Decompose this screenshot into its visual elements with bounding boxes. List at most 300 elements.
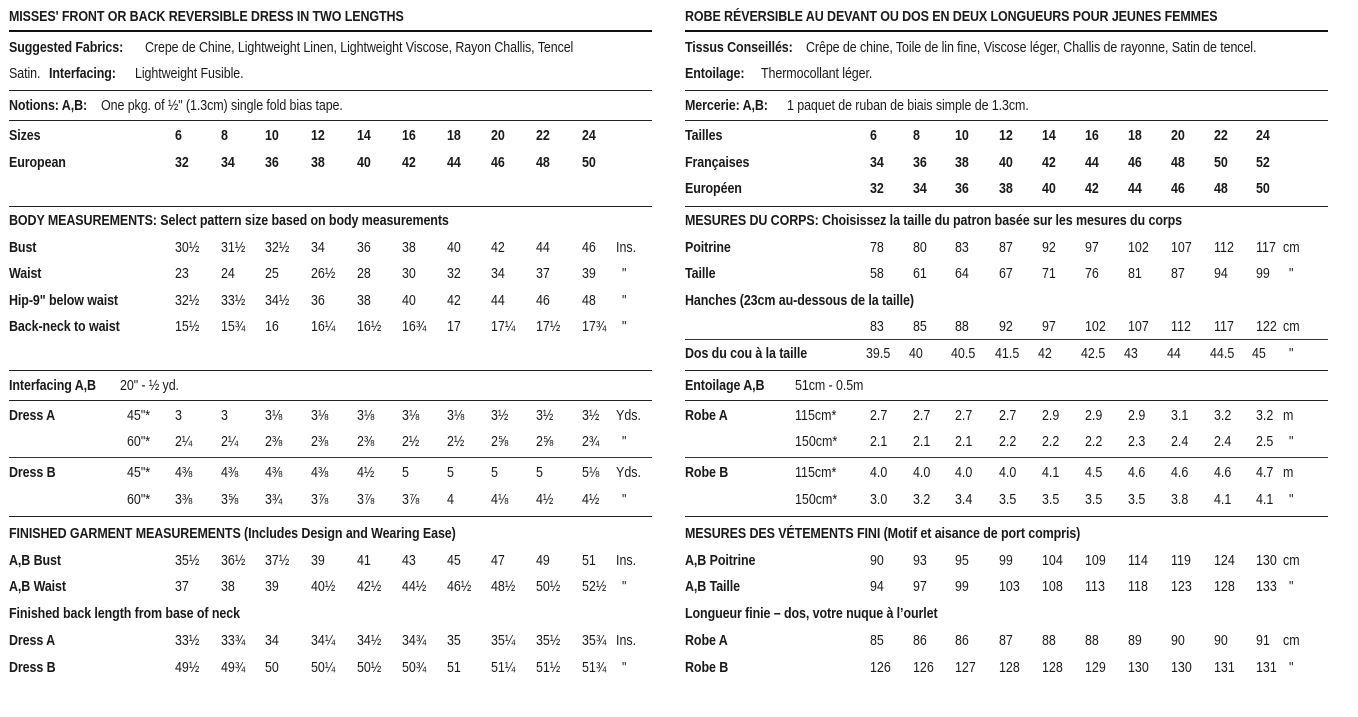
length-value: 35½ xyxy=(536,633,561,649)
size-value: 42 xyxy=(1042,155,1056,171)
unit: " xyxy=(622,293,627,309)
length-value: 33½ xyxy=(175,633,200,649)
body-value: 107 xyxy=(1171,240,1192,256)
body-value: 92 xyxy=(1042,240,1056,256)
finished-value: 43 xyxy=(402,553,416,569)
length-value: 128 xyxy=(1042,660,1063,676)
yardage-value: 4.7 xyxy=(1256,465,1274,481)
body-value: 16 xyxy=(265,319,279,335)
length-value: 34½ xyxy=(357,633,382,649)
length-row-label: Robe A xyxy=(685,633,728,649)
length-value: 85 xyxy=(870,633,884,649)
size-value: 48 xyxy=(1171,155,1185,171)
interfacing-row-value: 20" - ½ yd. xyxy=(120,378,179,394)
divider xyxy=(685,90,1328,91)
size-value: 6 xyxy=(870,128,877,144)
body-value: 44 xyxy=(536,240,550,256)
body-value: 36 xyxy=(357,240,371,256)
size-value: 24 xyxy=(1256,128,1270,144)
finished-value: 97 xyxy=(913,579,927,595)
yardage-value: 2¼ xyxy=(221,434,239,450)
yardage-value: 3.8 xyxy=(1171,492,1189,508)
body-measurements-heading: MESURES DU CORPS: Choisissez la taille du patron basée sur les mesures du corps xyxy=(685,213,1183,229)
length-value: 34¾ xyxy=(402,633,427,649)
length-value: 35 xyxy=(447,633,461,649)
size-value: 38 xyxy=(311,155,325,171)
finished-value: 45 xyxy=(447,553,461,569)
finished-value: 47 xyxy=(491,553,505,569)
yardage-value: 2½ xyxy=(447,434,465,450)
dress-row-label: Robe A xyxy=(685,408,728,424)
finished-value: 123 xyxy=(1171,579,1192,595)
size-value: 20 xyxy=(491,128,505,144)
yardage-value: 2.2 xyxy=(1085,434,1103,450)
size-value: 18 xyxy=(447,128,461,144)
finished-value: 133 xyxy=(1256,579,1277,595)
body-measurements-heading: BODY MEASUREMENTS: Select pattern size based on body measurements xyxy=(9,213,449,229)
yardage-value: 4½ xyxy=(357,465,375,481)
body-row-label: Bust xyxy=(9,240,37,256)
notions-label: Mercerie: A,B: xyxy=(685,98,768,114)
length-value: 90 xyxy=(1214,633,1228,649)
yardage-value: 2.9 xyxy=(1042,408,1060,424)
yardage-value: 2½ xyxy=(402,434,420,450)
divider xyxy=(9,90,652,91)
unit: " xyxy=(622,492,627,508)
finished-value: 46½ xyxy=(447,579,472,595)
back-length-heading: Finished back length from base of neck xyxy=(9,606,240,622)
size-value: 10 xyxy=(955,128,969,144)
size-value: 6 xyxy=(175,128,182,144)
hips-value: 97 xyxy=(1042,319,1056,335)
back-neck-value: 44 xyxy=(1167,346,1181,362)
finished-value: 113 xyxy=(1085,579,1105,595)
body-value: 40 xyxy=(402,293,416,309)
hips-value: 102 xyxy=(1085,319,1106,335)
unit: Ins. xyxy=(616,553,637,569)
yardage-value: 4½ xyxy=(582,492,600,508)
yardage-value: 4⅛ xyxy=(491,492,509,508)
body-value: 26½ xyxy=(311,266,336,282)
body-value: 31½ xyxy=(221,240,246,256)
finished-value: 42½ xyxy=(357,579,382,595)
fabric-width: 60"* xyxy=(127,492,151,508)
body-value: 15¾ xyxy=(221,319,246,335)
size-value: 42 xyxy=(402,155,416,171)
unit: cm xyxy=(1283,319,1300,335)
size-value: 46 xyxy=(1128,155,1142,171)
back-neck-value: 39.5 xyxy=(866,346,891,362)
yardage-value: 2.5 xyxy=(1256,434,1274,450)
yardage-value: 4⅜ xyxy=(221,465,239,481)
body-value: 23 xyxy=(175,266,189,282)
size-value: 40 xyxy=(1042,181,1056,197)
length-value: 88 xyxy=(1085,633,1099,649)
yardage-value: 3⅞ xyxy=(357,492,375,508)
notions-label: Notions: A,B: xyxy=(9,98,88,114)
unit: cm xyxy=(1283,633,1300,649)
back-neck-value: 42.5 xyxy=(1081,346,1106,362)
page-title: MISSES' FRONT OR BACK REVERSIBLE DRESS IN TWO LENGTHS xyxy=(9,9,404,25)
size-value: 14 xyxy=(357,128,371,144)
size-value: 10 xyxy=(265,128,279,144)
notions-text: One pkg. of ½" (1.3cm) single fold bias tape. xyxy=(101,98,343,114)
finished-value: 118 xyxy=(1128,579,1148,595)
length-value: 51½ xyxy=(536,660,561,676)
body-value: 34½ xyxy=(265,293,290,309)
back-neck-value: 41.5 xyxy=(995,346,1020,362)
back-neck-value: 40.5 xyxy=(951,346,976,362)
size-row-label: European xyxy=(9,155,66,171)
body-value: 117 xyxy=(1256,240,1276,256)
body-value: 58 xyxy=(870,266,884,282)
body-value: 87 xyxy=(999,240,1013,256)
size-value: 50 xyxy=(1214,155,1228,171)
length-value: 49¾ xyxy=(221,660,246,676)
body-value: 48 xyxy=(582,293,596,309)
size-value: 34 xyxy=(913,181,927,197)
length-value: 89 xyxy=(1128,633,1142,649)
fabrics-text: Crêpe de chine, Toile de lin fine, Viscose léger, Challis de rayonne, Satin de tencel. xyxy=(806,40,1257,56)
body-value: 16¾ xyxy=(402,319,427,335)
finished-value: 48½ xyxy=(491,579,516,595)
page-title: ROBE RÉVERSIBLE AU DEVANT OU DOS EN DEUX LONGUEURS POUR JEUNES FEMMES xyxy=(685,9,1218,25)
interfacing-label: Interfacing: xyxy=(49,66,116,82)
finished-value: 50½ xyxy=(536,579,561,595)
unit: Yds. xyxy=(616,465,641,481)
length-value: 49½ xyxy=(175,660,200,676)
body-row-label: Waist xyxy=(9,266,42,282)
size-value: 22 xyxy=(1214,128,1228,144)
yardage-value: 4⅜ xyxy=(175,465,193,481)
body-value: 44 xyxy=(491,293,505,309)
body-value: 80 xyxy=(913,240,927,256)
divider xyxy=(685,400,1328,401)
body-value: 102 xyxy=(1128,240,1149,256)
yardage-value: 3 xyxy=(175,408,182,424)
divider xyxy=(685,457,1328,458)
size-value: 38 xyxy=(955,155,969,171)
unit: cm xyxy=(1283,553,1300,569)
back-neck-value: 45 xyxy=(1252,346,1266,362)
body-value: 94 xyxy=(1214,266,1228,282)
finished-value: 103 xyxy=(999,579,1020,595)
yardage-value: 4.0 xyxy=(913,465,931,481)
body-value: 38 xyxy=(357,293,371,309)
body-value: 25 xyxy=(265,266,279,282)
dress-row-label: Robe B xyxy=(685,465,729,481)
finished-value: 93 xyxy=(913,553,927,569)
body-value: 16¼ xyxy=(311,319,336,335)
yardage-value: 3⅜ xyxy=(175,492,193,508)
body-value: 17 xyxy=(447,319,461,335)
yardage-value: 4.5 xyxy=(1085,465,1103,481)
size-value: 12 xyxy=(999,128,1013,144)
body-row-label: Hip-9" below waist xyxy=(9,293,118,309)
interfacing-text: Lightweight Fusible. xyxy=(135,66,244,82)
length-value: 130 xyxy=(1128,660,1149,676)
back-neck-label: Dos du cou à la taille xyxy=(685,346,808,362)
body-value: 32½ xyxy=(265,240,290,256)
size-value: 36 xyxy=(913,155,927,171)
size-value: 42 xyxy=(1085,181,1099,197)
body-value: 34 xyxy=(491,266,505,282)
fabric-width: 150cm* xyxy=(795,434,838,450)
body-value: 87 xyxy=(1171,266,1185,282)
yardage-value: 3.2 xyxy=(1214,408,1232,424)
length-row-label: Dress B xyxy=(9,660,56,676)
unit: m xyxy=(1283,408,1294,424)
unit: " xyxy=(1289,266,1294,282)
size-value: 8 xyxy=(913,128,920,144)
length-value: 91 xyxy=(1256,633,1270,649)
yardage-value: 2¼ xyxy=(175,434,193,450)
size-value: 34 xyxy=(221,155,235,171)
length-value: 126 xyxy=(870,660,891,676)
yardage-value: 3⅛ xyxy=(265,408,283,424)
finished-value: 49 xyxy=(536,553,550,569)
yardage-value: 4.6 xyxy=(1171,465,1189,481)
length-value: 90 xyxy=(1171,633,1185,649)
unit: " xyxy=(622,434,627,450)
yardage-value: 2⅜ xyxy=(265,434,283,450)
yardage-value: 3⅛ xyxy=(447,408,465,424)
unit: m xyxy=(1283,465,1294,481)
dress-row-label: Dress B xyxy=(9,465,56,481)
yardage-value: 4.1 xyxy=(1256,492,1274,508)
yardage-value: 3.2 xyxy=(1256,408,1274,424)
body-value: 97 xyxy=(1085,240,1099,256)
yardage-value: 2.7 xyxy=(999,408,1017,424)
finished-value: 37½ xyxy=(265,553,290,569)
interfacing-row-label: Entoilage A,B xyxy=(685,378,765,394)
size-row-label: Tailles xyxy=(685,128,723,144)
body-value: 46 xyxy=(536,293,550,309)
finished-value: 51 xyxy=(582,553,596,569)
unit: " xyxy=(1289,660,1294,676)
unit: Yds. xyxy=(616,408,641,424)
unit: " xyxy=(622,319,627,335)
body-value: 37 xyxy=(536,266,550,282)
body-value: 39 xyxy=(582,266,596,282)
length-value: 35¼ xyxy=(491,633,516,649)
length-value: 128 xyxy=(999,660,1020,676)
finished-value: 41 xyxy=(357,553,371,569)
finished-value: 38 xyxy=(221,579,235,595)
finished-measurements-heading: FINISHED GARMENT MEASUREMENTS (Includes Design and Wearing Ease) xyxy=(9,526,456,542)
length-row-label: Robe B xyxy=(685,660,729,676)
finished-value: 40½ xyxy=(311,579,336,595)
length-value: 127 xyxy=(955,660,976,676)
back-neck-value: 44.5 xyxy=(1210,346,1235,362)
unit: " xyxy=(622,660,627,676)
length-value: 50½ xyxy=(357,660,382,676)
yardage-value: 5 xyxy=(402,465,409,481)
yardage-value: 2.9 xyxy=(1085,408,1103,424)
size-row-label: Européen xyxy=(685,181,742,197)
body-value: 15½ xyxy=(175,319,200,335)
fabric-width: 150cm* xyxy=(795,492,838,508)
interfacing-text: Thermocollant léger. xyxy=(761,66,873,82)
body-value: 38 xyxy=(402,240,416,256)
yardage-value: 4⅜ xyxy=(265,465,283,481)
finished-value: 39 xyxy=(265,579,279,595)
yardage-value: 4 xyxy=(447,492,454,508)
yardage-value: 4.1 xyxy=(1214,492,1232,508)
unit: " xyxy=(1289,579,1294,595)
divider xyxy=(685,206,1328,207)
yardage-value: 3.5 xyxy=(1085,492,1103,508)
length-value: 87 xyxy=(999,633,1013,649)
yardage-value: 2.1 xyxy=(870,434,888,450)
body-value: 16½ xyxy=(357,319,382,335)
yardage-value: 3 xyxy=(221,408,228,424)
finished-value: 36½ xyxy=(221,553,246,569)
yardage-value: 2.7 xyxy=(913,408,931,424)
hips-value: 112 xyxy=(1171,319,1191,335)
yardage-value: 2⅝ xyxy=(491,434,509,450)
yardage-value: 4.6 xyxy=(1128,465,1146,481)
length-value: 50¾ xyxy=(402,660,427,676)
length-row-label: Dress A xyxy=(9,633,56,649)
length-value: 86 xyxy=(913,633,927,649)
hips-value: 83 xyxy=(870,319,884,335)
size-value: 36 xyxy=(265,155,279,171)
size-value: 22 xyxy=(536,128,550,144)
finished-value: 119 xyxy=(1171,553,1191,569)
fabrics-text: Crepe de Chine, Lightweight Linen, Lightweight Viscose, Rayon Challis, Tencel xyxy=(145,40,574,56)
unit: " xyxy=(1289,434,1294,450)
body-value: 17¾ xyxy=(582,319,607,335)
length-value: 130 xyxy=(1171,660,1192,676)
finished-row-label: A,B Poitrine xyxy=(685,553,756,569)
fabric-width: 60"* xyxy=(127,434,151,450)
divider xyxy=(9,206,652,207)
hips-value: 85 xyxy=(913,319,927,335)
size-value: 44 xyxy=(447,155,461,171)
hips-value: 92 xyxy=(999,319,1013,335)
divider xyxy=(685,516,1328,517)
finished-value: 114 xyxy=(1128,553,1148,569)
size-value: 50 xyxy=(582,155,596,171)
yardage-value: 3½ xyxy=(491,408,509,424)
body-value: 32½ xyxy=(175,293,200,309)
size-row-label: Françaises xyxy=(685,155,750,171)
size-value: 20 xyxy=(1171,128,1185,144)
fabric-width: 45"* xyxy=(127,465,151,481)
finished-value: 128 xyxy=(1214,579,1235,595)
size-value: 36 xyxy=(955,181,969,197)
yardage-value: 2.7 xyxy=(955,408,973,424)
body-value: 67 xyxy=(999,266,1013,282)
finished-value: 90 xyxy=(870,553,884,569)
fabric-width: 115cm* xyxy=(795,465,837,481)
divider xyxy=(9,370,652,371)
fabrics-text-2: Satin. xyxy=(9,66,41,82)
yardage-value: 3.2 xyxy=(913,492,931,508)
length-value: 50¼ xyxy=(311,660,336,676)
back-length-heading: Longueur finie – dos, votre nuque à l’ourlet xyxy=(685,606,938,622)
finished-value: 44½ xyxy=(402,579,427,595)
body-value: 33½ xyxy=(221,293,246,309)
yardage-value: 2.7 xyxy=(870,408,888,424)
back-neck-value: 42 xyxy=(1038,346,1052,362)
body-row-label: Back-neck to waist xyxy=(9,319,120,335)
length-value: 51 xyxy=(447,660,461,676)
hips-value: 88 xyxy=(955,319,969,335)
body-value: 24 xyxy=(221,266,235,282)
length-value: 34¼ xyxy=(311,633,336,649)
yardage-value: 5 xyxy=(447,465,454,481)
size-value: 32 xyxy=(870,181,884,197)
divider xyxy=(685,339,1328,340)
back-neck-value: 40 xyxy=(909,346,923,362)
finished-value: 99 xyxy=(955,579,969,595)
finished-value: 94 xyxy=(870,579,884,595)
size-value: 52 xyxy=(1256,155,1270,171)
size-value: 40 xyxy=(357,155,371,171)
divider xyxy=(685,370,1328,371)
length-value: 33¾ xyxy=(221,633,246,649)
size-value: 40 xyxy=(999,155,1013,171)
yardage-value: 2.4 xyxy=(1214,434,1232,450)
body-value: 42 xyxy=(447,293,461,309)
yardage-value: 3.1 xyxy=(1171,408,1189,424)
body-row-label: Taille xyxy=(685,266,716,282)
body-value: 81 xyxy=(1128,266,1142,282)
yardage-value: 3⅛ xyxy=(357,408,375,424)
yardage-value: 3⅞ xyxy=(311,492,329,508)
notions-text: 1 paquet de ruban de biais simple de 1.3cm. xyxy=(787,98,1029,114)
yardage-value: 2⅜ xyxy=(311,434,329,450)
size-value: 12 xyxy=(311,128,325,144)
yardage-value: 2.2 xyxy=(1042,434,1060,450)
unit: " xyxy=(622,579,627,595)
length-value: 129 xyxy=(1085,660,1106,676)
interfacing-label: Entoilage: xyxy=(685,66,745,82)
yardage-value: 2.2 xyxy=(999,434,1017,450)
divider xyxy=(9,30,652,32)
finished-value: 37 xyxy=(175,579,189,595)
fabrics-label: Tissus Conseillés: xyxy=(685,40,793,56)
finished-row-label: A,B Taille xyxy=(685,579,741,595)
yardage-value: 2⅜ xyxy=(357,434,375,450)
finished-value: 35½ xyxy=(175,553,200,569)
yardage-value: 4.1 xyxy=(1042,465,1060,481)
body-value: 61 xyxy=(913,266,927,282)
length-value: 50 xyxy=(265,660,279,676)
size-value: 44 xyxy=(1085,155,1099,171)
yardage-value: 3⅛ xyxy=(402,408,420,424)
finished-measurements-heading: MESURES DES VÉTEMENTS FINI (Motif et aisance de port compris) xyxy=(685,526,1081,542)
interfacing-row-value: 51cm - 0.5m xyxy=(795,378,864,394)
divider xyxy=(685,30,1328,32)
yardage-value: 2.3 xyxy=(1128,434,1146,450)
length-value: 35¾ xyxy=(582,633,607,649)
length-value: 86 xyxy=(955,633,969,649)
interfacing-row-label: Interfacing A,B xyxy=(9,378,96,394)
length-value: 131 xyxy=(1214,660,1235,676)
yardage-value: 2.9 xyxy=(1128,408,1146,424)
size-value: 44 xyxy=(1128,181,1142,197)
body-value: 30½ xyxy=(175,240,200,256)
finished-value: 39 xyxy=(311,553,325,569)
finished-value: 130 xyxy=(1256,553,1277,569)
finished-value: 124 xyxy=(1214,553,1235,569)
body-value: 40 xyxy=(447,240,461,256)
yardage-value: 3.5 xyxy=(1042,492,1060,508)
length-value: 126 xyxy=(913,660,934,676)
